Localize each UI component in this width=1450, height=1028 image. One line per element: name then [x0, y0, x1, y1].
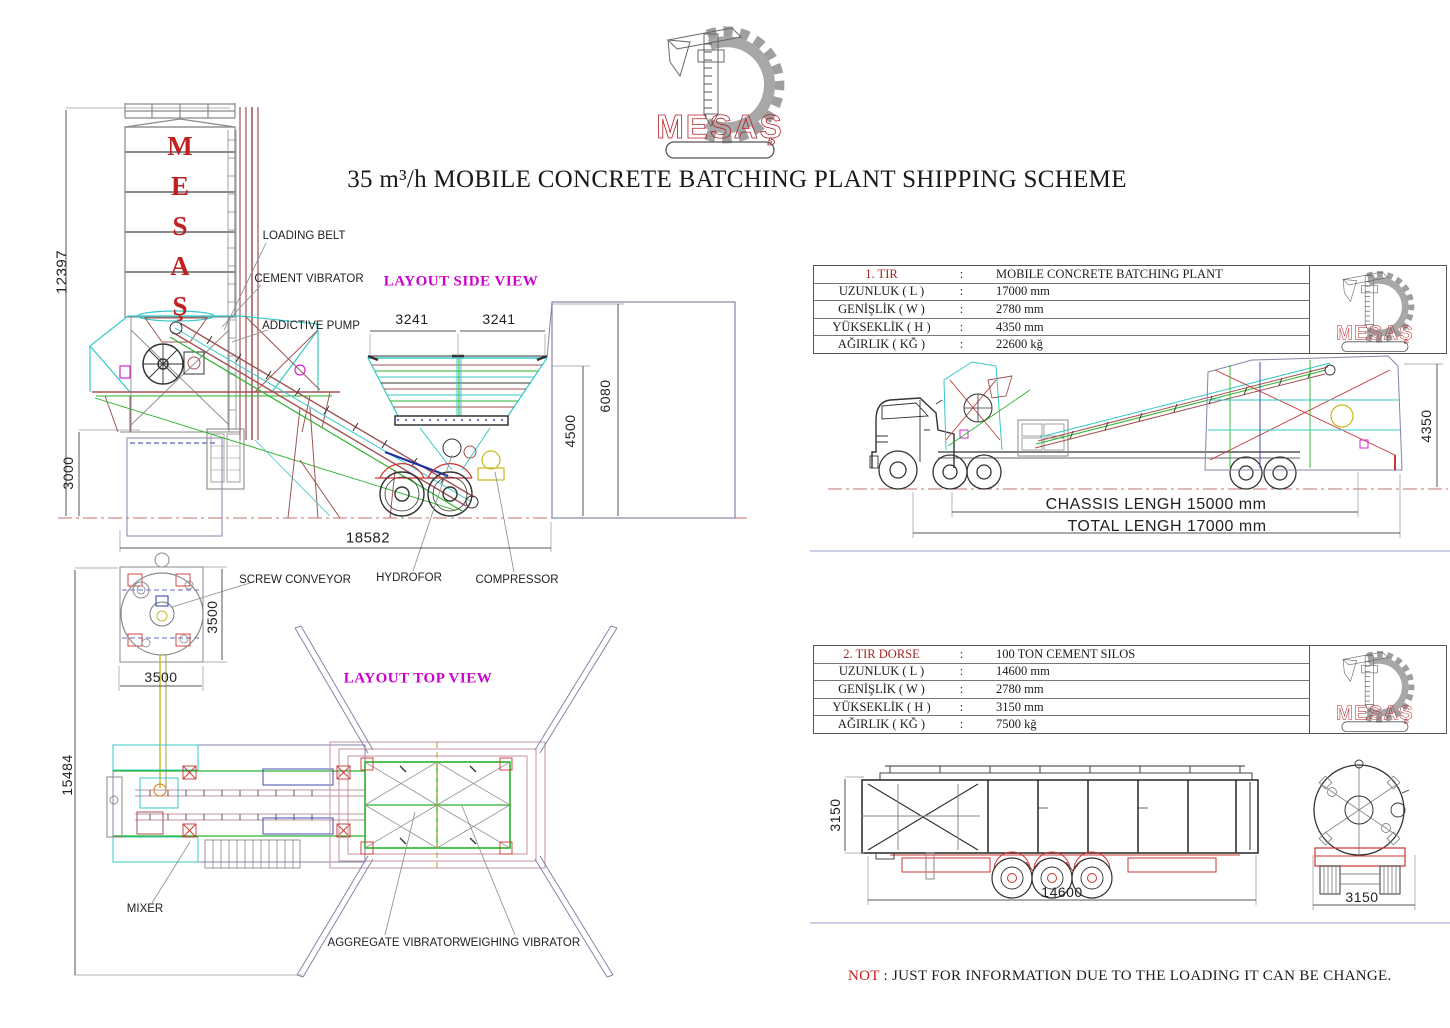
table-row: [814, 699, 1309, 717]
label-addictive-pump: ADDICTIVE PUMP: [262, 320, 360, 332]
table-cell-value: 7500 kğ: [996, 717, 1037, 732]
label-cement-vibrator: CEMENT VIBRATOR: [254, 273, 364, 285]
table-cell-colon: :: [959, 319, 964, 334]
spec-table-truck-1: [813, 265, 1447, 354]
table-cell-label: GENİŞLİK ( W ): [838, 301, 925, 316]
label-loading-belt: LOADING BELT: [262, 230, 346, 242]
table-cell-colon: :: [959, 301, 964, 316]
dim-silo-top-width: 3500: [144, 669, 178, 685]
table-cell-label: YÜKSEKLİK ( H ): [832, 319, 931, 334]
spec-table-2-logo-cell: [1310, 646, 1446, 733]
table-cell-value: 100 TON CEMENT SILOS: [996, 646, 1136, 661]
dim-hopper-right: 3241: [482, 311, 516, 327]
logo-subtitle-text: MÜHENDİSLİK: [678, 146, 762, 157]
dim-silo-top-depth: 3500: [204, 600, 220, 634]
label-hydrofor: HYDROFOR: [376, 572, 442, 584]
label-mixer: MIXER: [126, 903, 164, 915]
caption-top-view: LAYOUT TOP VIEW: [343, 670, 493, 687]
table-cell-colon: :: [959, 717, 964, 732]
mesas-logo: [1326, 267, 1430, 353]
company-logo: [640, 20, 810, 160]
table-cell-colon: :: [959, 284, 964, 299]
table-row: [814, 319, 1309, 337]
dim-trailer-height: 3150: [827, 798, 843, 832]
table-cell-label: 2. TIR DORSE: [843, 646, 920, 661]
note-body: : JUST FOR INFORMATION DUE TO THE LOADING IT CAN BE CHANGE.: [879, 968, 1392, 984]
label-screw-conveyor: SCREW CONVEYOR: [239, 574, 351, 586]
silo-letter: Ş: [172, 291, 188, 321]
table-cell-value: 17000 mm: [996, 284, 1050, 299]
table-cell-colon: :: [959, 646, 964, 661]
dim-silo-diameter: 3150: [1345, 889, 1379, 905]
silo-letter: A: [170, 251, 190, 281]
dim-hopper-left: 3241: [395, 311, 429, 327]
drawing-title: 35 m³/h MOBILE CONCRETE BATCHING PLANT SHIPPING SCHEME: [347, 166, 1127, 193]
table-row: [814, 284, 1309, 302]
table-cell-label: 1. TIR: [865, 266, 898, 281]
logo-subtitle-text: MÜHENDİSLİK: [1349, 723, 1401, 731]
table-cell-colon: :: [959, 266, 964, 281]
spec-table-trailer-2: [813, 645, 1447, 734]
mesas-logo: [640, 20, 810, 160]
table-row: [814, 336, 1309, 353]
logo-brand-text: MESAŞ: [656, 108, 784, 145]
table-cell-label: YÜKSEKLİK ( H ): [832, 699, 931, 714]
dim-truck-height: 4350: [1418, 409, 1434, 443]
dim-plant-height: 6080: [597, 379, 613, 413]
table-row: [814, 266, 1309, 284]
dim-trailer-length: 14600: [1041, 884, 1083, 900]
table-cell-colon: :: [959, 664, 964, 679]
table-cell-value: 4350 mm: [996, 319, 1044, 334]
logo-brand-text: MESAŞ: [1336, 701, 1414, 724]
table-row: [814, 646, 1309, 664]
spec-table-1-rows: [814, 266, 1310, 353]
silo-letter: E: [170, 171, 190, 201]
silo-brand-letters: [167, 126, 192, 326]
table-cell-value: 2780 mm: [996, 681, 1044, 696]
table-cell-label: GENİŞLİK ( W ): [838, 681, 925, 696]
table-cell-value: 14600 mm: [996, 664, 1050, 679]
dim-chassis-length: CHASSIS LENGH 15000 mm: [1045, 496, 1267, 513]
dim-total-truck-length: TOTAL LENGH 17000 mm: [1067, 518, 1267, 535]
table-cell-value: MOBILE CONCRETE BATCHING PLANT: [996, 266, 1223, 281]
footer-note: [848, 968, 1392, 985]
table-cell-value: 3150 mm: [996, 699, 1044, 714]
company-logo-small-1: [1326, 267, 1430, 353]
logo-subtitle-text: MÜHENDİSLİK: [1349, 343, 1401, 351]
spec-table-2-rows: [814, 646, 1310, 733]
dim-weigh-height: 4500: [562, 414, 578, 448]
caption-side-view: LAYOUT SIDE VIEW: [383, 273, 539, 290]
note-prefix: NOT: [848, 968, 880, 984]
table-cell-label: UZUNLUK ( L ): [838, 284, 925, 299]
dim-silo-height: 12397: [53, 249, 71, 295]
spec-table-1-logo-cell: [1310, 266, 1446, 353]
silo-letter: M: [167, 131, 193, 161]
logo-brand-text: MESAŞ: [1336, 321, 1414, 344]
table-cell-label: AĞIRLIK ( KĞ ): [837, 717, 926, 732]
table-row: [814, 681, 1309, 699]
dim-base-height: 3000: [60, 456, 76, 490]
table-cell-colon: :: [959, 681, 964, 696]
table-cell-colon: :: [959, 337, 964, 352]
table-cell-value: 2780 mm: [996, 301, 1044, 316]
dim-top-view-length: 15484: [59, 754, 75, 796]
dim-total-length: 18582: [345, 529, 391, 547]
mesas-logo: [1326, 647, 1430, 733]
table-row: [814, 664, 1309, 682]
silo-letter: S: [172, 211, 188, 241]
table-cell-colon: :: [959, 699, 964, 714]
label-aggregate-vibrator: AGGREGATE VIBRATOR: [327, 937, 461, 949]
company-logo-small-2: [1326, 647, 1430, 733]
table-cell-label: AĞIRLIK ( KĞ ): [837, 337, 926, 352]
table-row: [814, 301, 1309, 319]
label-weighing-vibrator: WEIGHING VIBRATOR: [459, 937, 581, 949]
table-cell-value: 22600 kğ: [996, 337, 1043, 352]
table-cell-label: UZUNLUK ( L ): [838, 664, 925, 679]
table-row: [814, 716, 1309, 733]
label-compressor: COMPRESSOR: [475, 574, 559, 586]
